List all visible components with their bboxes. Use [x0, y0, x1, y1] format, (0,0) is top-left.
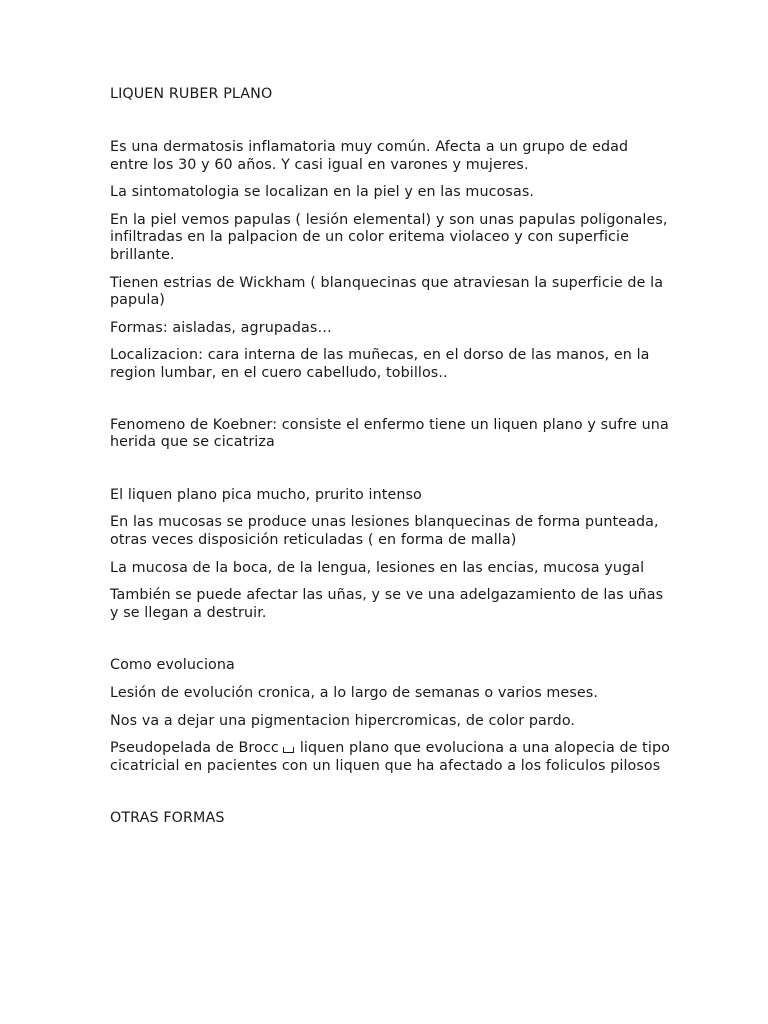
- paragraph: Fenomeno de Koebner: consiste el enfermo tiene un liquen plano y sufre una herida que se cicatriza: [110, 417, 669, 451]
- paragraph: La sintomatologia se localizan en la piel y en las mucosas.: [110, 184, 535, 201]
- paragraph: Localizacion: cara interna de las muñecas, en el dorso de las manos, en la region lumbar, en el cuero cabelludo, tobillos..: [110, 347, 650, 381]
- paragraph: Nos va a dejar una pigmentacion hipercromicas, de color pardo.: [110, 712, 576, 729]
- paragraph: En la piel vemos papulas ( lesión elemental) y son unas papulas poligonales, infiltradas en la palpacion de un color eritema violaceo y con superficie brillante.: [110, 212, 668, 263]
- paragraph: También se puede afectar las uñas, y se ve una adelgazamiento de las uñas y se llegan a destruir.: [110, 587, 664, 621]
- section-heading: OTRAS FORMAS: [110, 809, 225, 826]
- paragraph: [110, 740, 670, 775]
- paragraph: La mucosa de la boca, de la lengua, lesiones en las encias, mucosa yugal: [110, 559, 645, 576]
- paragraph: Es una dermatosis inflamatoria muy común. Afecta a un grupo de edad entre los 30 y 60 años. Y casi igual en varones y mujeres.: [110, 139, 629, 173]
- paragraph-text: Pseudopelada de Brocc: [110, 740, 279, 757]
- document-body: [110, 86, 670, 838]
- paragraph-text: liquen plano que evoluciona a una alopecia de tipo cicatricial en pacientes con un liquen que ha afectado a los foliculos pilosos: [110, 740, 670, 774]
- paragraph: Tienen estrias de Wickham ( blanquecinas que atraviesan la superficie de la papula): [110, 274, 664, 308]
- document-title: LIQUEN RUBER PLANO: [110, 86, 273, 102]
- arrow-icon: [283, 747, 294, 753]
- paragraph: El liquen plano pica mucho, prurito intenso: [110, 486, 422, 503]
- paragraph: Lesión de evolución cronica, a lo largo de semanas o varios meses.: [110, 684, 598, 701]
- paragraph: Formas: aisladas, agrupadas…: [110, 319, 332, 336]
- section-heading: Como evoluciona: [110, 656, 235, 673]
- paragraph: En las mucosas se produce unas lesiones blanquecinas de forma punteada, otras veces disposición reticuladas ( en forma de malla): [110, 514, 659, 548]
